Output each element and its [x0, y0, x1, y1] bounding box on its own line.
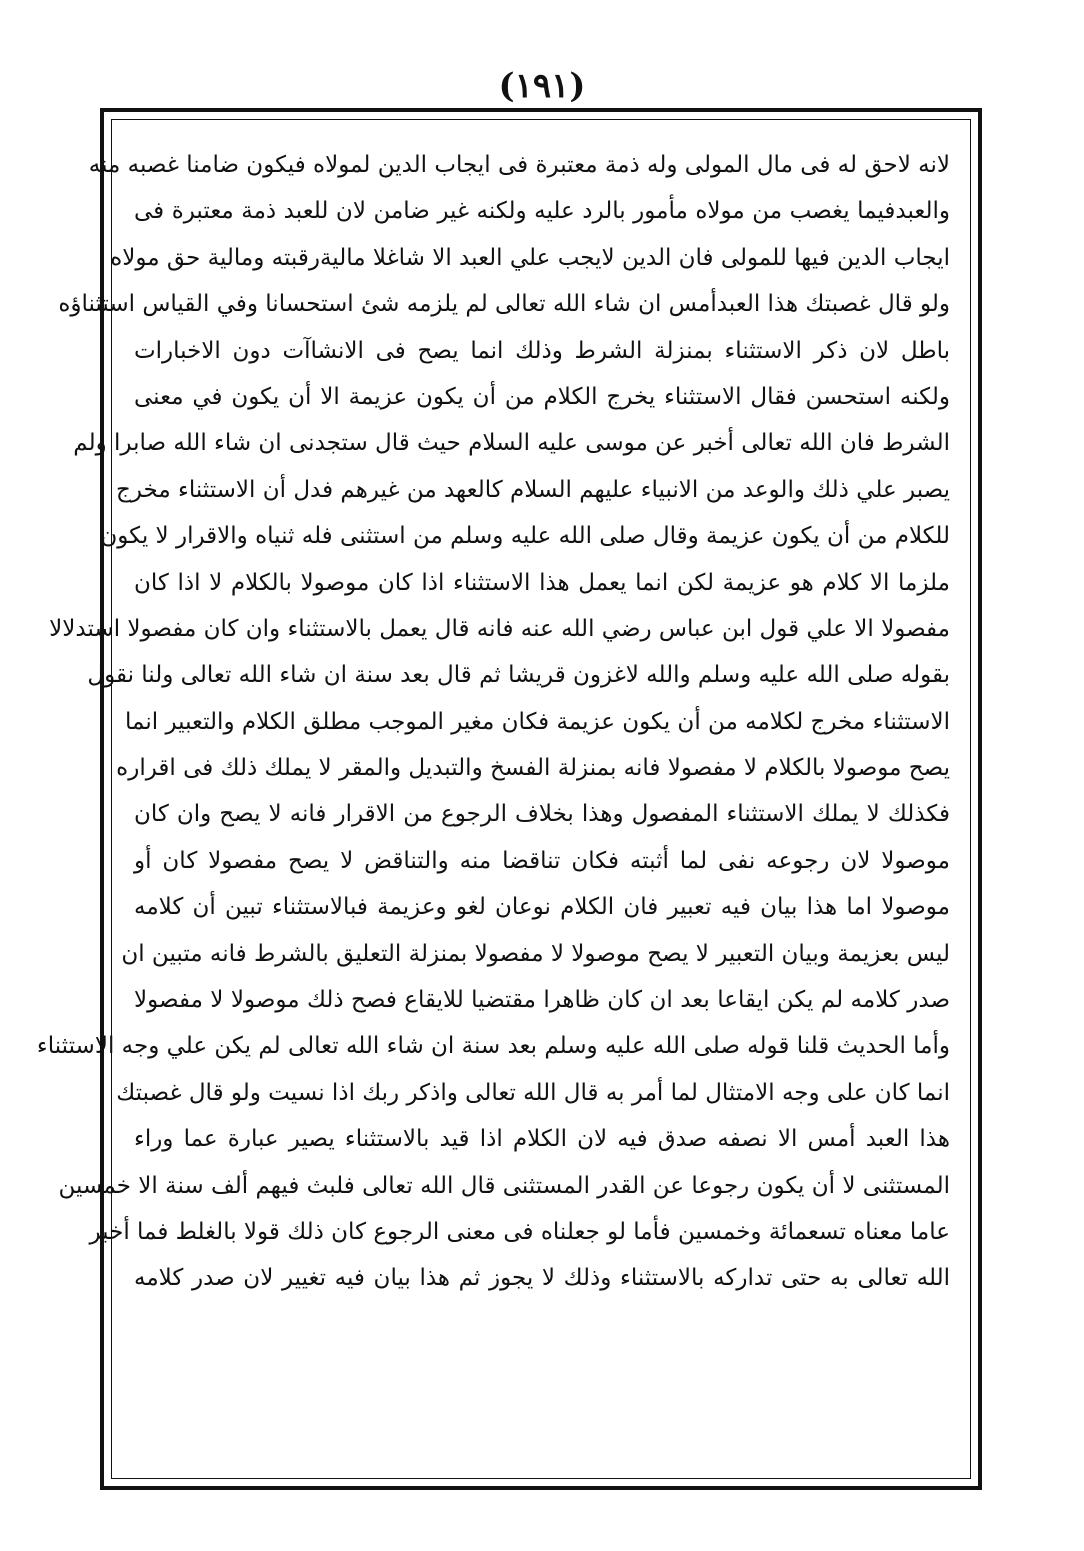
text-line: الاستثناء مخرج لكلامه من أن يكون عزيمة فكان مغير الموجب مطلق الكلام والتعبير انما — [125, 708, 950, 735]
text-line — [134, 1395, 950, 1441]
text-line: ملزما الا كلام هو عزيمة لكن انما يعمل هذا الاستثناء اذا كان موصولا بالكلام لا اذا كان — [134, 569, 950, 596]
text-line: والعبدفيما يغصب من مولاه مأمور بالرد عليه ولكنه غير ضامن لان للعبد ذمة معتبرة فى — [134, 198, 950, 225]
text-line: انما كان على وجه الامتثال لما أمر به قال الله تعالى واذكر ربك اذا نسيت ولو قال غصبتك — [116, 1079, 950, 1106]
text-line: الشرط فان الله تعالى أخبر عن موسى عليه السلام حيث قال ستجدنى ان شاء الله صابرا ولم — [73, 430, 950, 457]
body-text — [36, 142, 950, 1441]
text-line: عاما معناه تسعمائة وخمسين فأما لو جعلناه فى معنى الرجوع كان ذلك قولا بالغلط فما أخبر — [89, 1218, 950, 1245]
text-line: ليس بعزيمة وبيان التعبير لا يصح موصولا لا مفصولا بمنزلة التعليق بالشرط فانه متبين ان — [121, 940, 950, 967]
text-line: وأما الحديث قلنا قوله صلى الله عليه وسلم بعد سنة ان شاء الله تعالى لم يكن علي وجه الاستثناء — [36, 1033, 950, 1060]
text-line: الله تعالى به حتى تداركه بالاستثناء وذلك لا يجوز ثم هذا بيان فيه تغيير لان صدر كلامه — [134, 1265, 950, 1292]
page-frame — [36, 108, 982, 1490]
text-line: لانه لاحق له فى مال المولى وله ذمة معتبرة فى ايجاب الدين لمولاه فيكون ضامنا غصبه منه — [88, 152, 950, 178]
text-line: فكذلك لا يملك الاستثناء المفصول وهذا بخلاف الرجوع من الاقرار فانه لا يصح وان كان — [134, 801, 950, 828]
text-line — [134, 1348, 950, 1394]
text-line: للكلام من أن يكون عزيمة وقال صلى الله عليه وسلم من استثنى فله ثنياه والاقرار لا يكون — [100, 523, 950, 550]
text-line: موصولا اما هذا بيان فيه تعبير فان الكلام نوعان لغو وعزيمة فبالاستثناء تبين أن كلامه — [134, 894, 950, 921]
text-line: باطل لان ذكر الاستثناء بمنزلة الشرط وذلك انما يصح فى الانشاآت دون الاخبارات — [134, 337, 950, 364]
text-line: هذا العبد أمس الا نصفه صدق فيه لان الكلام اذا قيد بالاستثناء يصير عبارة عما وراء — [134, 1126, 950, 1153]
text-line: ولكنه استحسن فقال الاستثناء يخرج الكلام من أن يكون عزيمة الا أن يكون في معنى — [134, 383, 950, 410]
text-line — [134, 1302, 950, 1348]
text-line: مفصولا الا علي قول ابن عباس رضي الله عنه فانه قال يعمل بالاستثناء وان كان مفصولا استدلالا — [49, 615, 950, 642]
text-line: موصولا لان رجوعه نفى لما أثبته فكان تناقضا منه والتناقض لا يصح مفصولا كان أو — [134, 847, 950, 874]
text-line: يصح موصولا بالكلام لا مفصولا فانه بمنزلة الفسخ والتبديل والمقر لا يملك ذلك فى اقراره — [116, 755, 950, 782]
page-number: (١٩١) — [498, 66, 586, 106]
text-line: صدر كلامه لم يكن ايقاعا بعد ان كان ظاهرا مقتضيا للايقاع فصح ذلك موصولا لا مفصولا — [134, 987, 950, 1014]
text-line: ايجاب الدين فيها للمولى فان الدين لايجب علي العبد الا شاغلا ماليةرقبته ومالية حق مولاه — [110, 244, 950, 271]
text-line: يصبر علي ذلك والوعد من الانبياء عليهم السلام كالعهد من غيرهم فدل أن الاستثناء مخرج — [115, 476, 950, 503]
text-line: ولو قال غصبتك هذا العبدأمس ان شاء الله تعالى لم يلزمه شئ استحسانا وفي القياس استثناؤه — [58, 291, 950, 318]
text-line: المستثنى لا أن يكون رجوعا عن القدر المستثنى قال الله تعالى فلبث فيهم ألف سنة الا خمسين — [58, 1172, 950, 1199]
page-inner-frame — [36, 119, 971, 1479]
text-line: بقوله صلى الله عليه وسلم والله لاغزون قريشا ثم قال بعد سنة ان شاء الله تعالى ولنا نقول — [87, 662, 950, 689]
